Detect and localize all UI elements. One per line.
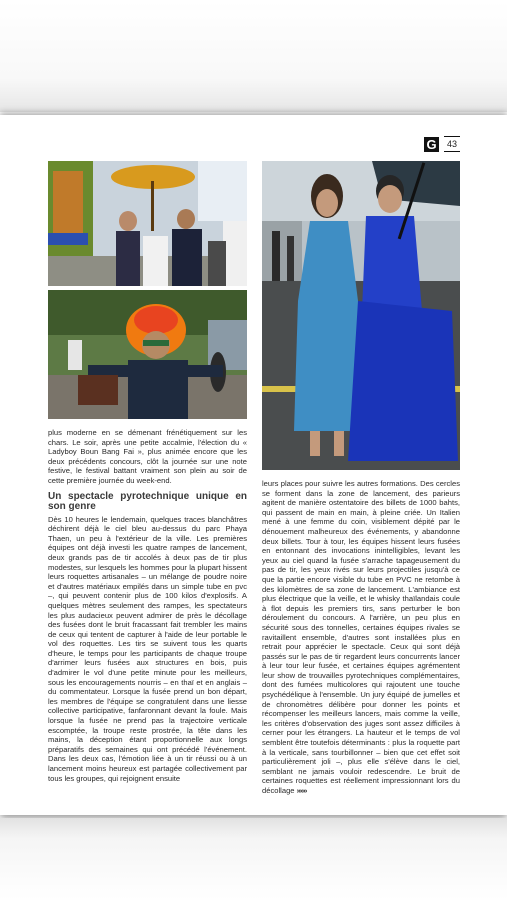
end-mark: »»»	[296, 786, 307, 795]
photo-orange-wig	[48, 290, 247, 419]
top-margin	[0, 0, 507, 112]
intro-paragraph: plus moderne en se démenant frénétiquement sur les chars. Le soir, après une petite accalmie, l'élection du « Ladyboy Boun Bang Fai », plus animée encore que les deux précédents concours, clôt la journée sur une note festive, le festival battant vraiment son plein au soir de cette première journée du week-end.	[48, 428, 247, 485]
photo-blue-dresses	[262, 161, 460, 470]
section-heading: Un spectacle pyrotechnique unique en son genre	[48, 490, 247, 513]
photo-festival-couple	[48, 161, 247, 286]
left-text-column	[48, 428, 247, 813]
body-paragraph-right: leurs places pour suivre les autres formations. Des cercles se forment dans la zone de lancement, des parieurs agitent de manière ostentatoire des billets de 1000 bahts, qui passent de main en main, à pleine criée. Un Italien mené à une femme du coin, visiblement dépité par le dénouement malheureux des événements, y abandonne deux billets. Tour à tour, les équipes hissent leurs fusées en entonnant des invocations inintelligibles, levant les yeux au ciel quand la fusée s'arrache tapageusement du pas de tir, les yeux rivés sur leurs projectiles jusqu'à ce que la partie encore visible du tube en PVC ne retombe à des kilomètres de sa zone de lancement. L'ambiance est plus électrique que la veille, et le whisky thaïlandais coule à flot depuis les premiers tirs, sans perturber le bon déroulement du concours. A l'arrière, un peu plus en sécurité sous des tonnelles, certaines équipes rivales se ravitaillent ensemble, d'autres sont installées plus en retrait pour apprécier le spectacle. Ceux qui sont déjà passés sur le pas de tir regardent leurs concurrents lancer à leur tour leur fusée, et certaines équipes agrémentent leur show de trouvailles pyrotechniques complémentaires, dont des fumées multicolores qui rajoutent une touche psychédélique à l'ensemble. Un jury équipé de jumelles et de chronomètres délibère pour donner les points et récompenser les meilleurs lancers, mais comme la veille, les critères d'observation des juges sont assez difficiles à cerner pour les étrangers. La hauteur et le temps de vol semblent être toutefois déterminants : plus la roquette part à la verticale, sans tourbillonner – bien que cet effet soit particulièrement joli –, plus elle s'élève dans le ciel, semblant ne jamais vouloir redescendre. Le bruit de certaines roquettes est réellement impressionnant lors du décollage	[262, 479, 460, 795]
body-paragraph-left: Dès 10 heures le lendemain, quelques traces blanchâtres déchirent déjà le ciel bleu au-dessus du parc Phaya Thaen, un peu à l'extérieur de la ville. Les premières équipes ont déjà investi les quatre rampes de lancement, deux grands pas de tir accolés à deux pas de tir plus modestes, sur lesquels les hommes pour la plupart hissent leurs roquettes artisanales – un mélange de poudre noire et d'autres matériaux empilés dans un simple tube en pvc –, qui peuvent contenir plus de 100 kilos d'explosifs. A quelques mètres seulement des rampes, les spectateurs les plus audacieux peuvent admirer de près le décollage des fusées dont le bruit fracassant fait trembler les mains de ceux qui tentent de capturer à l'aide de leur portable le vol des roquettes. Les tirs se suivent tous les quarts d'heure, le temps pour les participants de chaque troupe d'arrimer leurs fusées aux structures en bois, puis d'admirer le vol d'une petite minute pour les meilleurs, sous les encouragements nourris – en thaï et en anglais – du commentateur. Lorsque la fusée prend un bon départ, les membres de l'équipe se congratulent dans une liesse collective participative, fanfaronnant devant la foule. Mais lorsque la fusée ne prend pas la trajectoire verticale escomptée, la troupe reste prostrée, la tête dans les mains, la déception étant proportionnelle aux longs préparatifs des semaines qui ont précédé l'événement. Dans les deux cas, l'émotion liée à un tir réussi ou à un lancement moins heureux est partagée collectivement par tous les groupes, qui rejoignent ensuite	[48, 514, 247, 783]
bottom-margin	[0, 818, 507, 900]
magazine-logo: G	[424, 137, 439, 152]
right-text-column	[262, 479, 460, 814]
page-number: 43	[444, 136, 460, 152]
